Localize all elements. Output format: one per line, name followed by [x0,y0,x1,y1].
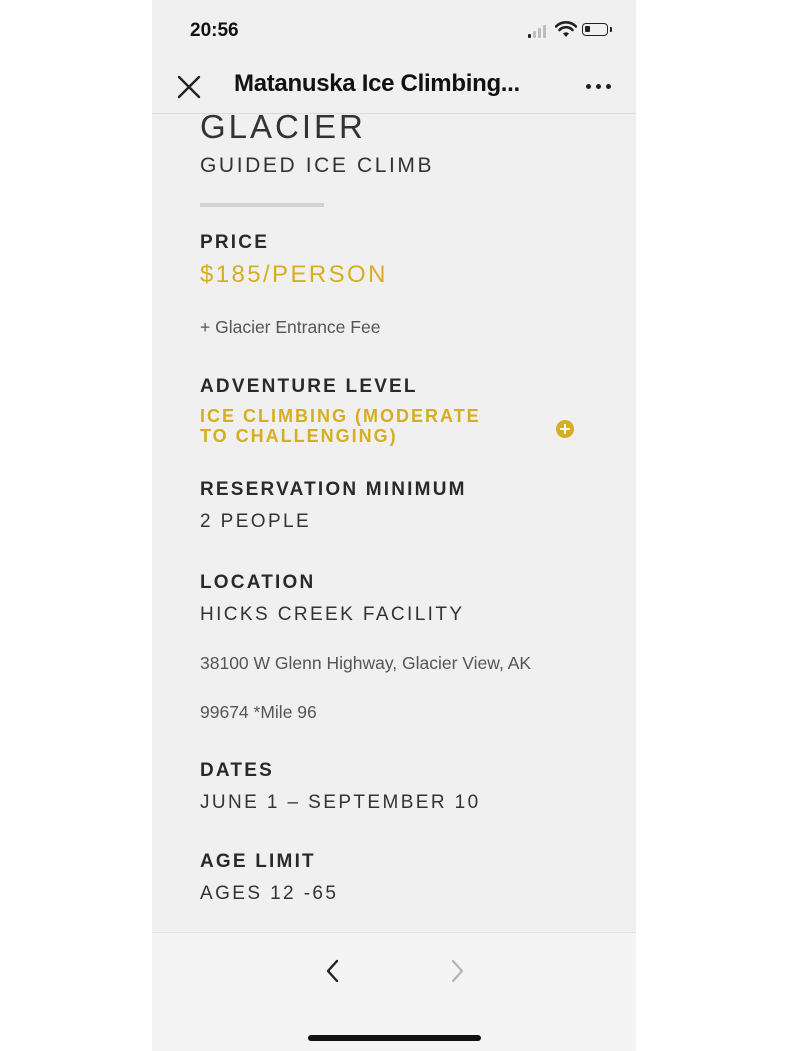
wifi-icon [555,20,577,38]
reservation-minimum-value: 2 PEOPLE [200,511,312,532]
battery-tip [610,27,612,32]
age-limit-label: AGE LIMIT [200,851,316,872]
reservation-minimum-label: RESERVATION MINIMUM [200,479,467,500]
main-content [152,108,636,932]
adventure-level-line-1: ICE CLIMBING (MODERATE [200,406,481,426]
home-indicator [308,1035,481,1041]
adventure-level-label: ADVENTURE LEVEL [200,376,418,397]
plus-icon[interactable] [556,420,574,438]
address-line-1: 38100 W Glenn Highway, Glacier View, AK [200,653,532,673]
chevron-left-icon[interactable] [320,955,346,987]
battery-icon [582,23,608,36]
divider [200,203,324,207]
dates-value: JUNE 1 – SEPTEMBER 10 [200,792,481,813]
chevron-right-icon[interactable] [444,955,470,987]
status-time: 20:56 [190,20,239,41]
location-label: LOCATION [200,572,316,593]
battery-fill [585,26,590,32]
nav-title: Matanuska Ice Climbing... [234,70,520,97]
adventure-level-value[interactable] [200,406,530,446]
dates-label: DATES [200,760,274,781]
phone-screen [152,0,636,1051]
more-icon[interactable] [582,74,616,100]
location-value: HICKS CREEK FACILITY [200,604,465,625]
bottom-toolbar [152,932,636,1051]
nav-bar [152,60,636,114]
close-icon[interactable] [172,70,206,104]
age-limit-value: AGES 12 -65 [200,883,339,904]
price-note: + Glacier Entrance Fee [200,317,381,337]
page-subtitle: GUIDED ICE CLIMB [200,154,435,177]
price-value: $185/PERSON [200,261,388,288]
price-label: PRICE [200,232,270,253]
status-bar [152,0,636,60]
page-title: GLACIER [200,108,366,145]
address-line-2: 99674 *Mile 96 [200,702,317,722]
adventure-level-line-2: TO CHALLENGING) [200,426,398,446]
cellular-signal-icon [528,24,550,38]
